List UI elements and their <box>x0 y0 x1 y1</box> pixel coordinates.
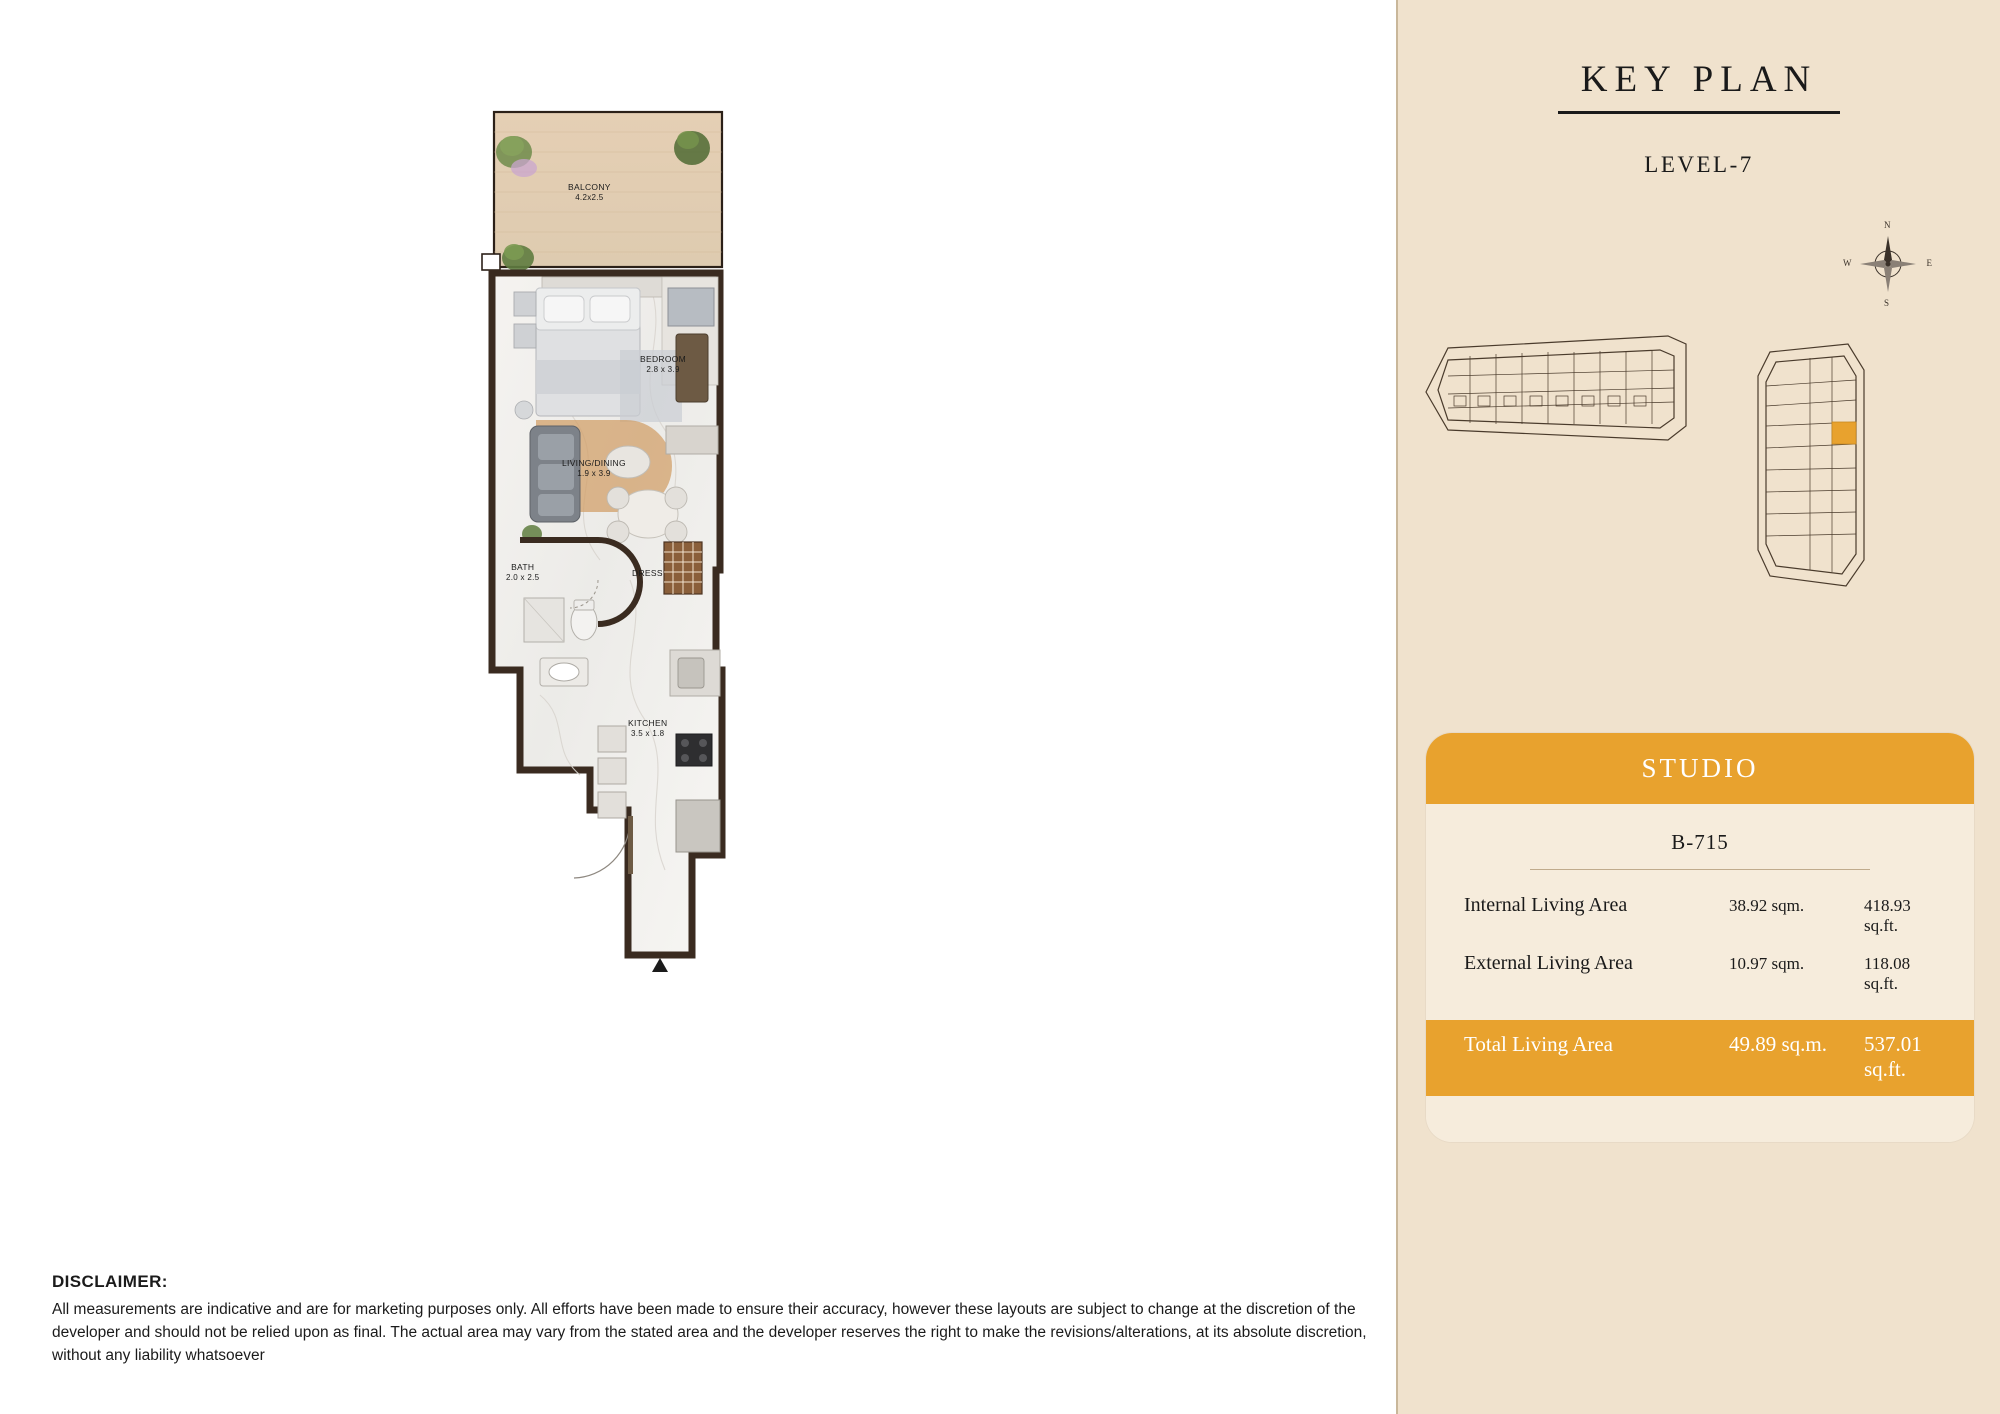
highlighted-unit <box>1832 422 1856 444</box>
plant-icon <box>674 131 710 165</box>
building-block-horizontal <box>1426 336 1686 440</box>
unit-code: B-715 <box>1671 830 1729 854</box>
compass-label-west: W <box>1843 258 1852 268</box>
total-area-imperial: 537.01 sq.ft. <box>1864 1032 1922 1081</box>
disclaimer-title: DISCLAIMER: <box>52 1272 168 1292</box>
compass-label-south: S <box>1884 298 1890 308</box>
compass-label-east: E <box>1926 258 1932 268</box>
compass-rose-icon <box>1843 220 1932 308</box>
disclaimer-body: All measurements are indicative and are for marketing purposes only. All efforts have been made to ensure their accuracy, however these layouts are subject to change at the discretion of the developer and should not be relied upon as final. The actual area may vary from the stated area and the developer reserves the right to make the revisions/alterations, at its absolute discretion, without any liability whatsoever <box>52 1301 1367 1365</box>
area-label: Internal Living Area <box>1464 894 1628 916</box>
key-plan-title-rule <box>1558 111 1840 114</box>
room-label-bath: BATH 2.0 x 2.5 <box>506 562 540 583</box>
room-label-living-dining: LIVING/DINING 1.9 x 3.9 <box>562 458 626 479</box>
area-metric-value: 38.92 sqm. <box>1729 896 1805 915</box>
area-rows <box>1426 870 1974 1020</box>
room-label-dress: DRESS <box>632 568 663 578</box>
key-plan-diagram <box>1418 330 1988 620</box>
unit-info-card <box>1426 733 1974 1142</box>
floor-plan-svg <box>480 110 820 1110</box>
level-label: LEVEL-7 <box>1644 152 1754 177</box>
dress-area <box>664 542 702 594</box>
area-row <box>1464 894 1936 936</box>
room-label-balcony: BALCONY 4.2x2.5 <box>568 182 611 203</box>
room-label-kitchen: KITCHEN 3.5 x 1.8 <box>628 718 668 739</box>
key-plan-pane <box>1396 0 2000 1414</box>
card-footer-spacer <box>1426 1096 1974 1142</box>
area-label: External Living Area <box>1464 952 1633 974</box>
bedroom-furniture <box>514 277 718 422</box>
total-area-label: Total Living Area <box>1464 1032 1613 1056</box>
room-label-bedroom: BEDROOM 2.8 x 3.9 <box>640 354 687 375</box>
area-row <box>1464 952 1936 994</box>
unit-type-header: STUDIO <box>1426 733 1974 804</box>
area-imperial-value: 418.93 sq.ft. <box>1864 896 1911 935</box>
area-imperial-value: 118.08 sq.ft. <box>1864 954 1911 993</box>
total-area-bar <box>1426 1020 1974 1096</box>
building-block-vertical <box>1758 344 1864 586</box>
area-metric-value: 10.97 sqm. <box>1729 954 1805 973</box>
key-plan-title: KEY PLAN <box>1580 59 1818 100</box>
floor-plan-drawing <box>480 110 820 1110</box>
compass-label-north: N <box>1884 220 1891 230</box>
total-area-metric: 49.89 sq.m. <box>1729 1032 1828 1056</box>
disclaimer-block <box>52 1272 1372 1368</box>
